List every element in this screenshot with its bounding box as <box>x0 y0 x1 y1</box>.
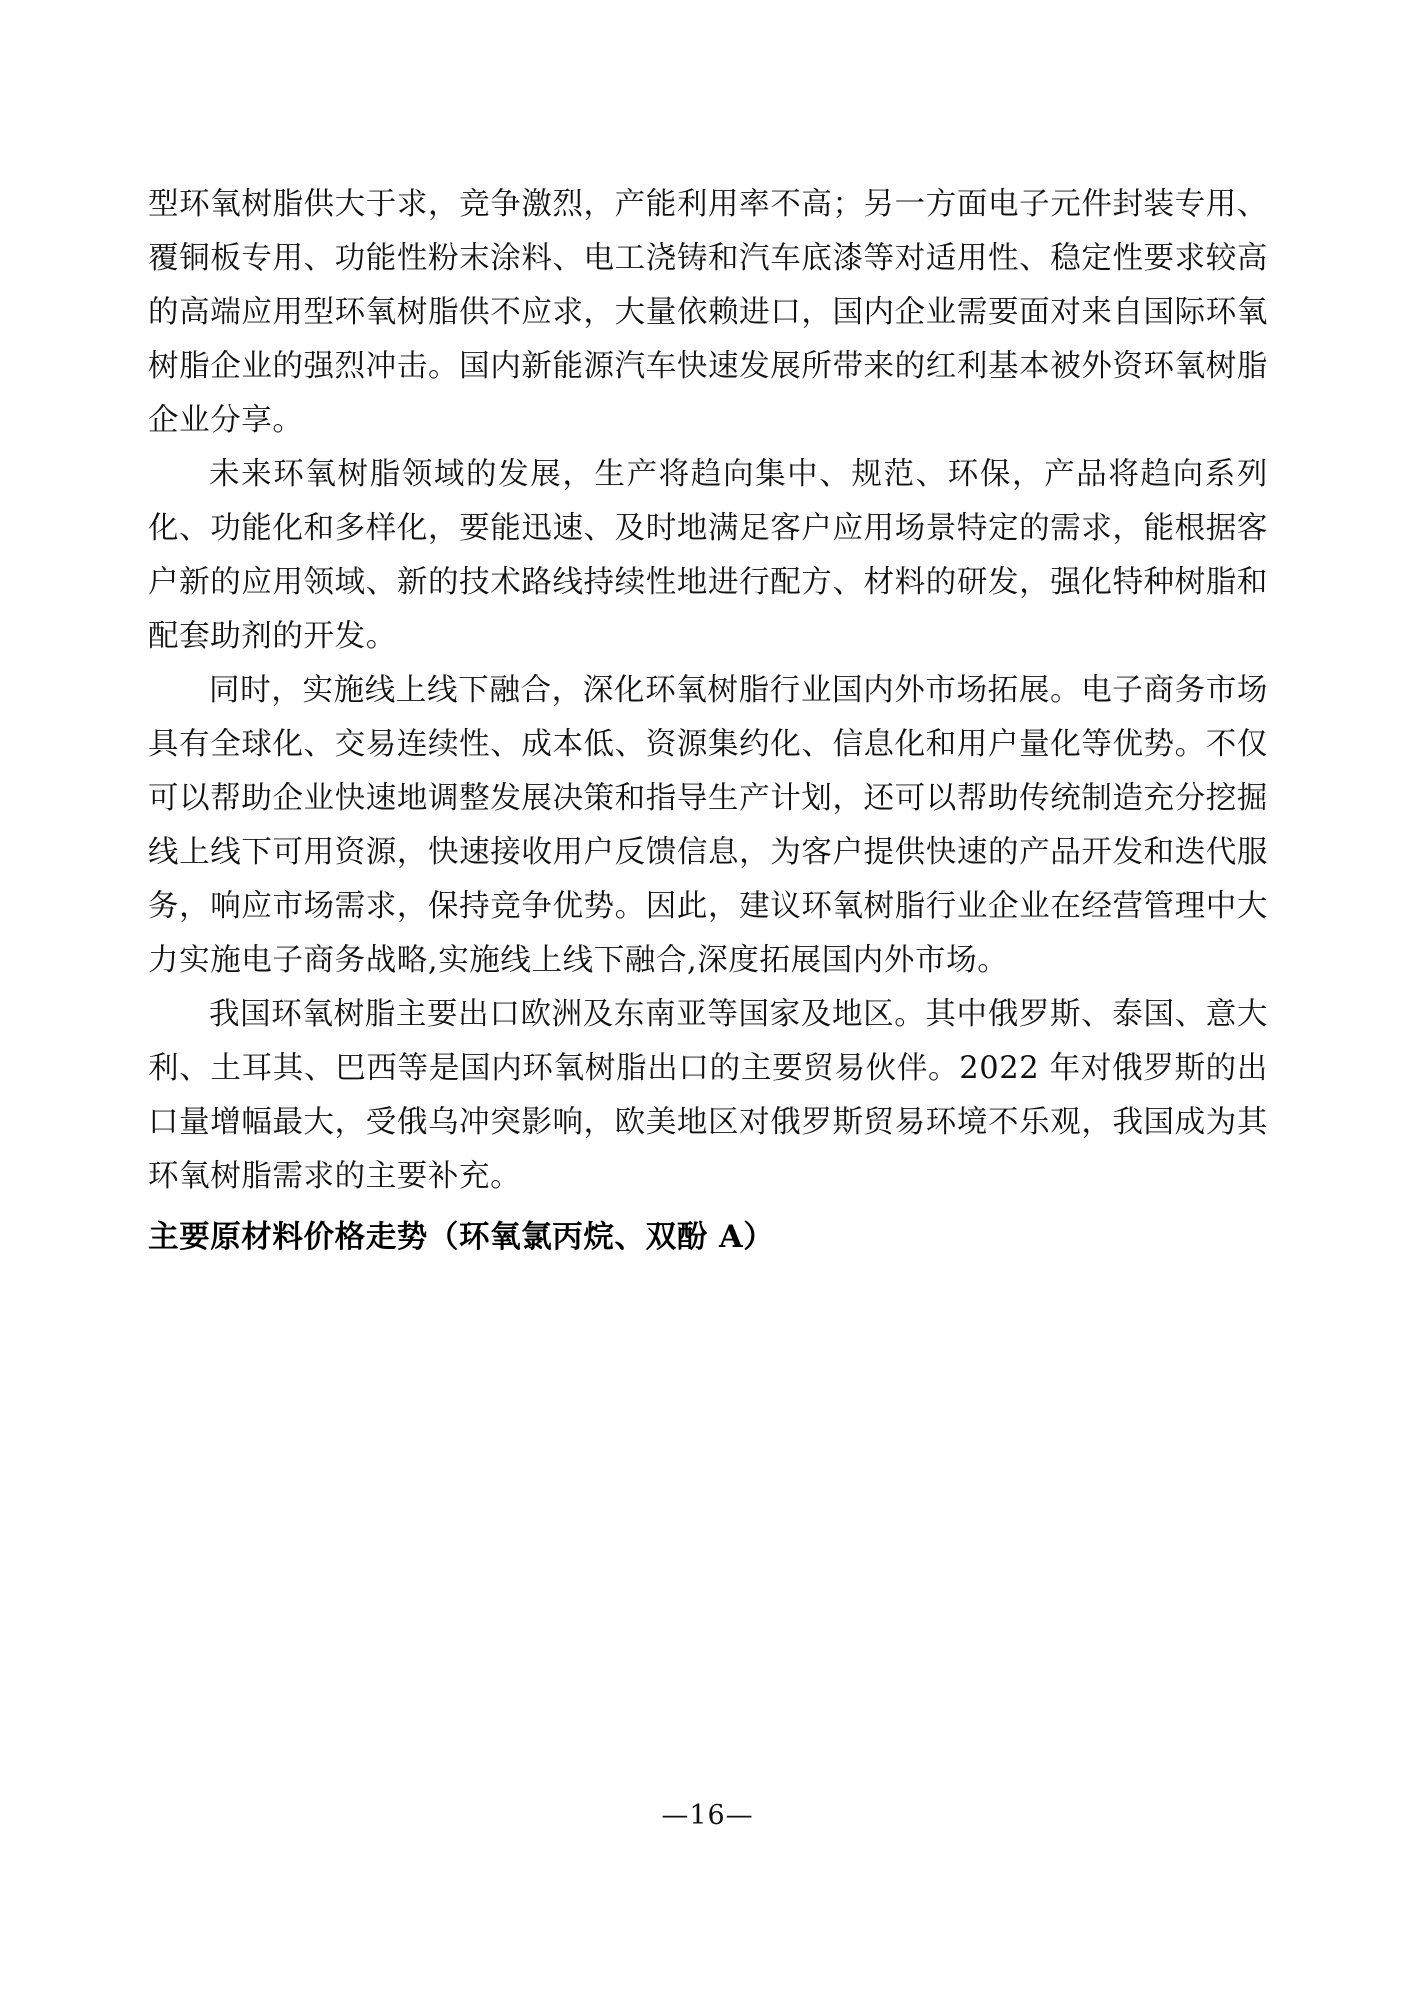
paragraph-future-development: 未来环氧树脂领域的发展，生产将趋向集中、规范、环保，产品将趋向系列化、功能化和多样化，要能迅速、及时地满足客户应用场景特定的需求，能根据客户新的应用领域、新的技术路线持续性地进行配方、材料的研发，强化特种树脂和配套助剂的开发。 <box>148 457 1268 654</box>
section-heading-raw-material-prices: 主要原材料价格走势（环氧氯丙烷、双酚 A） <box>148 1219 775 1255</box>
paragraph-export-markets: 我国环氧树脂主要出口欧洲及东南亚等国家及地区。其中俄罗斯、泰国、意大利、土耳其、巴西等是国内环氧树脂出口的主要贸易伙伴。2022 年对俄罗斯的出口量增幅最大，受俄乌冲突影响，欧美地区对俄罗斯贸易环境不乐观，我国成为其环氧树脂需求的主要补充。 <box>148 997 1268 1194</box>
page-body <box>148 178 1268 1264</box>
page-number: —16— <box>661 1800 754 1831</box>
paragraph-online-offline-integration: 同时，实施线上线下融合，深化环氧树脂行业国内外市场拓展。电子商务市场具有全球化、交易连续性、成本低、资源集约化、信息化和用户量化等优势。不仅可以帮助企业快速地调整发展决策和指导生产计划，还可以帮助传统制造充分挖掘线上线下可用资源，快速接收用户反馈信息，为客户提供快速的产品开发和迭代服务，响应市场需求，保持竞争优势。因此，建议环氧树脂行业企业在经营管理中大力实施电子商务战略,实施线上线下融合,深度拓展国内外市场。 <box>148 673 1268 978</box>
paragraph-continuation: 型环氧树脂供大于求，竞争激烈，产能利用率不高；另一方面电子元件封装专用、覆铜板专用、功能性粉末涂料、电工浇铸和汽车底漆等对适用性、稳定性要求较高的高端应用型环氧树脂供不应求，大量依赖进口，国内企业需要面对来自国际环氧树脂企业的强烈冲击。国内新能源汽车快速发展所带来的红利基本被外资环氧树脂企业分享。 <box>148 187 1268 438</box>
